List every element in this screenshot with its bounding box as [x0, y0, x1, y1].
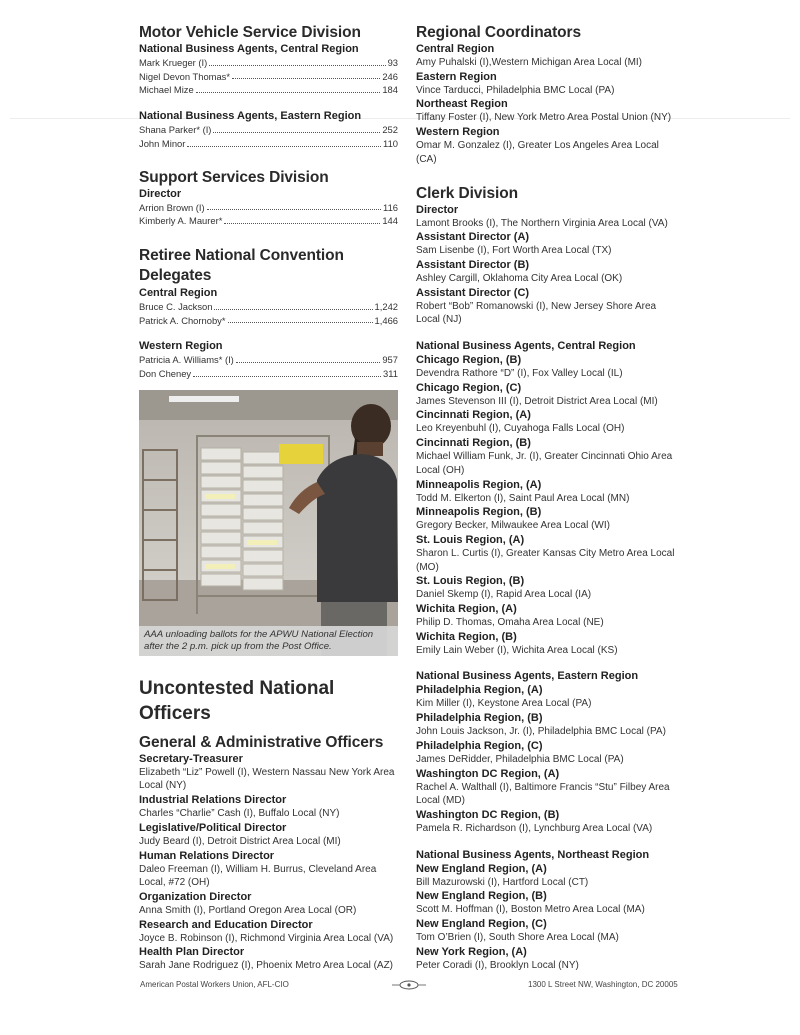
region-role: Minneapolis Region, (A): [416, 478, 542, 491]
clerk-northeast-heading: National Business Agents, Northeast Region: [416, 848, 650, 861]
office-holder: Tiffany Foster (I), New York Metro Area Postal Union (NY): [416, 112, 672, 124]
office-role: Industrial Relations Director: [139, 794, 287, 807]
candidate-name: John Minor: [139, 137, 186, 149]
vote-row: [139, 314, 398, 328]
region-role: Cincinnati Region, (B): [416, 437, 531, 450]
region-role: Cincinnati Region, (A): [416, 409, 531, 422]
office-role: Human Relations Director: [139, 849, 275, 862]
candidate-name: Arrion Brown (I): [139, 201, 205, 213]
union-logo-icon: [392, 980, 426, 990]
office-role: Assistant Director (A): [416, 231, 530, 244]
region-role: Wichita Region, (B): [416, 630, 517, 643]
candidate-name: Mark Krueger (I): [139, 57, 208, 68]
office-holder: Leo Kreyenbuhl (I), Cuyahoga Falls Local (OH): [416, 423, 625, 435]
gao-list: [139, 752, 398, 973]
office-holder: Sarah Jane Rodriguez (I), Phoenix Metro Area Local (AZ): [139, 960, 394, 972]
clerk-northeast-list: [416, 862, 680, 973]
office-holder: Sam Lisenbe (I), Fort Worth Area Local (TX): [416, 245, 612, 257]
gao-title: General & Administrative Officers: [139, 733, 384, 751]
candidate-name: Don Cheney: [139, 368, 192, 380]
retiree-western-votes: [139, 353, 398, 380]
candidate-name: Bruce C. Jackson: [139, 300, 213, 312]
candidate-name: Shana Parker* (I): [139, 124, 212, 136]
candidate-name: Michael Mize: [139, 84, 194, 96]
region-role: Eastern Region: [416, 70, 497, 83]
region-role: Philadelphia Region, (A): [416, 684, 543, 697]
right-column: [416, 24, 680, 973]
office-role: Assistant Director (B): [416, 258, 530, 271]
office-holder: Daleo Freeman (I), William H. Burrus, Cleveland Area Local, #72 (OH): [139, 863, 377, 889]
office-holder: Bill Mazurowski (I), Hartford Local (CT): [416, 876, 589, 888]
retiree-western-heading: Western Region: [139, 340, 223, 353]
office-holder: Ashley Cargill, Oklahoma City Area Local (OK): [416, 272, 623, 284]
office-holder: Anna Smith (I), Portland Oregon Area Local (OR): [139, 904, 357, 916]
vote-count: 116: [383, 201, 398, 213]
motor-central-votes: [139, 56, 398, 97]
office-role: Legislative/Political Director: [139, 821, 287, 834]
office-role: Health Plan Director: [139, 946, 245, 959]
vote-count: 144: [382, 215, 398, 227]
office-holder: Sharon L. Curtis (I), Greater Kansas City Metro Area Local (MO): [416, 547, 675, 573]
photo-caption: [139, 626, 398, 656]
region-role: Minneapolis Region, (B): [416, 506, 542, 519]
region-role: New England Region, (B): [416, 890, 547, 903]
vote-count: 311: [383, 368, 398, 380]
uncontested-title-line2: Officers: [139, 702, 211, 724]
office-holder: Elizabeth “Liz” Powell (I), Western Nassau New York Area Local (NY): [139, 766, 395, 792]
region-role: Washington DC Region, (A): [416, 767, 560, 780]
motor-eastern-heading: National Business Agents, Eastern Region: [139, 110, 362, 123]
office-holder: Judy Beard (I), Detroit District Area Local (MI): [139, 835, 341, 847]
office-holder: Rachel A. Walthall (I), Baltimore Francis “Stu” Filbey Area Local (MD): [416, 781, 670, 807]
office-holder: Devendra Rathore “D” (I), Fox Valley Local (IL): [416, 368, 623, 380]
region-role: Wichita Region, (A): [416, 603, 517, 616]
office-holder: Robert “Bob” Romanowski (I), New Jersey Shore Area Local (NJ): [416, 300, 657, 326]
vote-count: 252: [382, 124, 398, 136]
office-holder: Charles “Charlie” Cash (I), Buffalo Local (NY): [139, 808, 340, 820]
support-services-title: Support Services Division: [139, 168, 329, 186]
clerk-central-heading: National Business Agents, Central Region: [416, 340, 636, 353]
region-role: New England Region, (C): [416, 918, 547, 931]
clerk-list: [416, 203, 680, 328]
vote-row: [139, 201, 398, 215]
clerk-central-list: [416, 353, 680, 657]
vote-count: 957: [382, 354, 398, 366]
office-holder: Todd M. Elkerton (I), Saint Paul Area Local (MN): [416, 492, 630, 504]
candidate-name: Patricia A. Williams* (I): [139, 354, 234, 366]
vote-row: [139, 214, 398, 228]
office-role: Organization Director: [139, 890, 252, 903]
photo-caption-line1: AAA unloading ballots for the APWU National Election: [144, 628, 374, 640]
region-role: Philadelphia Region, (C): [416, 739, 543, 752]
region-role: St. Louis Region, (B): [416, 575, 525, 588]
region-role: Chicago Region, (B): [416, 354, 522, 367]
region-role: Northeast Region: [416, 98, 508, 111]
retiree-title-line2: Delegates: [139, 266, 212, 284]
footer-address: 1300 L Street NW, Washington, DC 20005: [528, 980, 678, 989]
photo-illustration: [139, 390, 398, 656]
candidate-name: Kimberly A. Maurer*: [139, 215, 223, 227]
vote-count: 1,466: [374, 314, 398, 326]
vote-row: [139, 56, 398, 70]
retiree-central-heading: Central Region: [139, 286, 218, 299]
motor-vehicle-title: Motor Vehicle Service Division: [139, 24, 361, 41]
vote-count: 1,242: [374, 300, 398, 312]
left-column: [139, 24, 398, 973]
office-role: Director: [416, 203, 459, 216]
vote-row: [139, 83, 398, 97]
vote-row: [139, 353, 398, 367]
office-role: Secretary-Treasurer: [139, 752, 243, 765]
motor-eastern-votes: [139, 123, 398, 150]
footer-union-name: American Postal Workers Union, AFL-CIO: [140, 980, 289, 989]
retiree-central-votes: [139, 300, 398, 327]
office-holder: Lamont Brooks (I), The Northern Virginia Area Local (VA): [416, 217, 668, 229]
support-director-heading: Director: [139, 187, 182, 200]
region-role: Central Region: [416, 43, 495, 55]
clerk-eastern-list: [416, 683, 680, 835]
office-holder: Joyce B. Robinson (I), Richmond Virginia Area Local (VA): [139, 932, 394, 944]
region-role: Chicago Region, (C): [416, 381, 522, 394]
region-role: New York Region, (A): [416, 945, 527, 958]
office-holder: Tom O’Brien (I), South Shore Area Local (MA): [416, 932, 619, 944]
regional-list: [416, 42, 680, 167]
office-holder: Gregory Becker, Milwaukee Area Local (WI): [416, 520, 610, 532]
clerk-division-title: Clerk Division: [416, 184, 518, 202]
vote-count: 110: [383, 137, 398, 149]
vote-row: [139, 70, 398, 84]
office-role: Research and Education Director: [139, 918, 313, 931]
candidate-name: Patrick A. Chornoby*: [139, 314, 226, 326]
office-holder: Philip D. Thomas, Omaha Area Local (NE): [416, 617, 604, 629]
office-holder: Daniel Skemp (I), Rapid Area Local (IA): [416, 589, 592, 601]
office-holder: James DeRidder, Philadelphia BMC Local (PA): [416, 753, 624, 765]
vote-count: 184: [382, 84, 398, 96]
vote-count: 93: [387, 57, 398, 68]
motor-central-heading: National Business Agents, Central Region: [139, 43, 359, 55]
office-holder: Omar M. Gonzalez (I), Greater Los Angeles Area Local (CA): [416, 140, 659, 165]
ballot-unloading-photo: [139, 390, 398, 656]
vote-row: [139, 123, 398, 137]
uncontested-title-line1: Uncontested National: [139, 677, 335, 699]
photo-caption-line2: after the 2 p.m. pick up from the Post Office.: [144, 641, 332, 653]
office-holder: Kim Miller (I), Keystone Area Local (PA): [416, 698, 592, 710]
office-holder: Vince Tarducci, Philadelphia BMC Local (PA): [416, 84, 615, 96]
office-holder: Michael William Funk, Jr. (I), Greater Cincinnati Ohio Area Local (OH): [416, 451, 673, 476]
support-votes: [139, 201, 398, 228]
office-holder: Emily Lain Weber (I), Wichita Area Local (KS): [416, 644, 618, 656]
office-holder: Amy Puhalski (I),Western Michigan Area Local (MI): [416, 57, 643, 68]
retiree-title-line1: Retiree National Convention: [139, 246, 344, 264]
vote-row: [139, 367, 398, 381]
office-holder: John Louis Jackson, Jr. (I), Philadelphia BMC Local (PA): [416, 726, 666, 738]
office-holder: Peter Coradi (I), Brooklyn Local (NY): [416, 959, 579, 971]
vote-count: 246: [382, 70, 398, 82]
vote-row: [139, 137, 398, 151]
vote-row: [139, 300, 398, 314]
office-holder: James Stevenson III (I), Detroit District Area Local (MI): [416, 395, 658, 407]
office-role: Assistant Director (C): [416, 286, 530, 299]
regional-coordinators-title: Regional Coordinators: [416, 24, 581, 41]
region-role: New England Region, (A): [416, 862, 547, 875]
office-holder: Pamela R. Richardson (I), Lynchburg Area Local (VA): [416, 822, 653, 834]
clerk-eastern-heading: National Business Agents, Eastern Region: [416, 670, 639, 683]
candidate-name: Nigel Devon Thomas*: [139, 70, 231, 82]
region-role: Philadelphia Region, (B): [416, 712, 543, 725]
region-role: Western Region: [416, 126, 500, 139]
office-holder: Scott M. Hoffman (I), Boston Metro Area Local (MA): [416, 904, 645, 916]
region-role: Washington DC Region, (B): [416, 808, 560, 821]
region-role: St. Louis Region, (A): [416, 533, 525, 546]
